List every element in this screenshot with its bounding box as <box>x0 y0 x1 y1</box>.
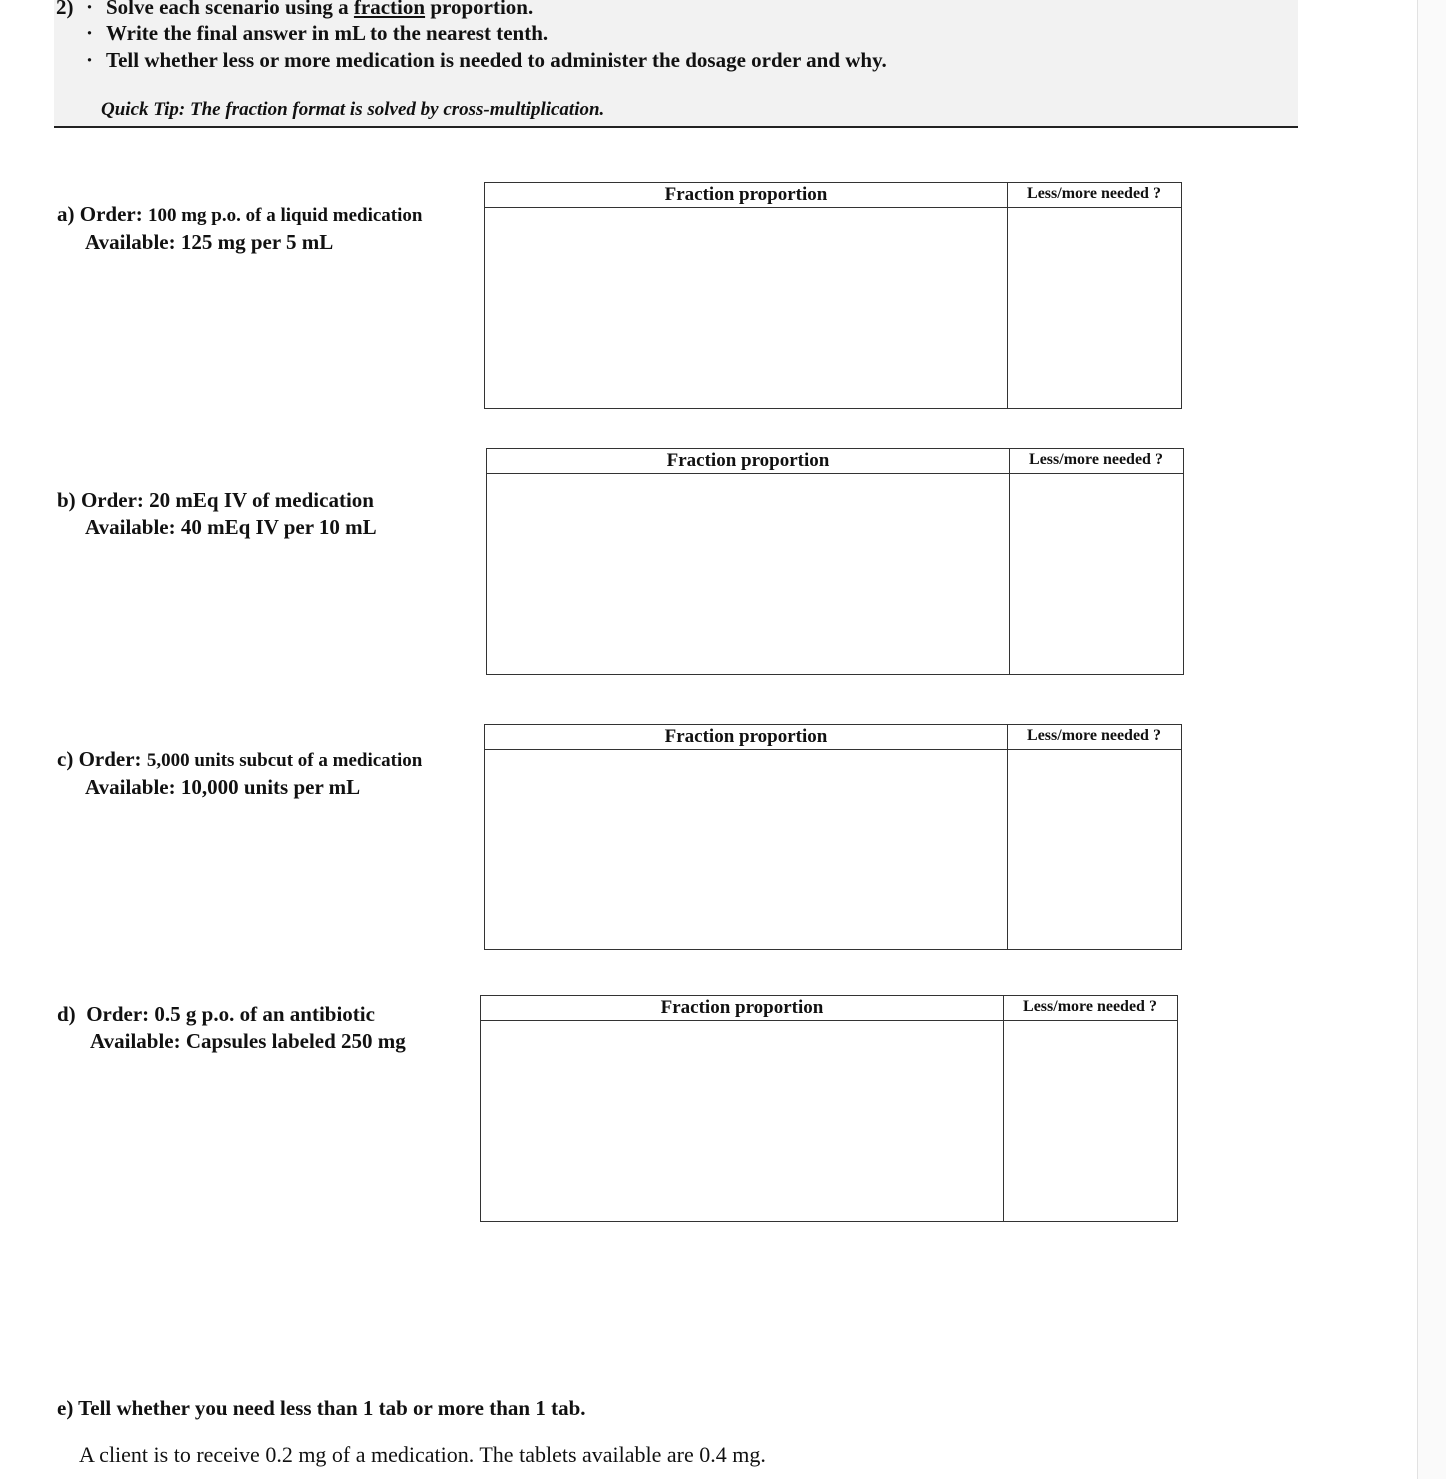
instruction-bullet-2: · Write the final answer in mL to the nearest tenth. <box>86 21 549 45</box>
problem-c: c) Order: 5,000 units subcut of a medication Available: 10,000 units per mL <box>57 747 423 799</box>
instruction-bullet-1: · Solve each scenario using a fraction proportion. <box>86 0 534 19</box>
scrollbar[interactable] <box>1417 0 1446 1479</box>
question-number: 2) <box>56 0 74 19</box>
less-more-header: Less/more needed ? <box>1023 998 1157 1015</box>
problem-b: b) Order: 20 mEq IV of medication Available: 40 mEq IV per 10 mL <box>57 488 377 539</box>
fraction-proportion-header: Fraction proportion <box>664 726 828 747</box>
answer-table-c <box>484 724 1182 950</box>
problem-a: a) Order: 100 mg p.o. of a liquid medication Available: 125 mg per 5 mL <box>57 202 423 254</box>
quick-tip: Quick Tip: The fraction format is solved by cross-multiplication. <box>101 99 605 120</box>
less-more-header: Less/more needed ? <box>1029 451 1163 468</box>
less-more-header: Less/more needed ? <box>1027 727 1161 744</box>
fraction-proportion-header: Fraction proportion <box>660 997 824 1018</box>
answer-table-b <box>486 448 1184 675</box>
instruction-bullet-3: · Tell whether less or more medication is needed to administer the dosage order and why. <box>86 48 887 72</box>
fraction-proportion-header: Fraction proportion <box>666 450 830 471</box>
answer-table-a <box>484 182 1182 409</box>
part-e-heading: e) Tell whether you need less than 1 tab or more than 1 tab. <box>57 1396 586 1420</box>
problem-d: d) Order: 0.5 g p.o. of an antibiotic Available: Capsules labeled 250 mg <box>57 1002 406 1053</box>
less-more-header: Less/more needed ? <box>1027 185 1161 202</box>
fraction-proportion-header: Fraction proportion <box>664 184 828 205</box>
answer-table-d <box>480 995 1178 1222</box>
part-e-text: A client is to receive 0.2 mg of a medication. The tablets available are 0.4 mg. <box>79 1442 766 1467</box>
